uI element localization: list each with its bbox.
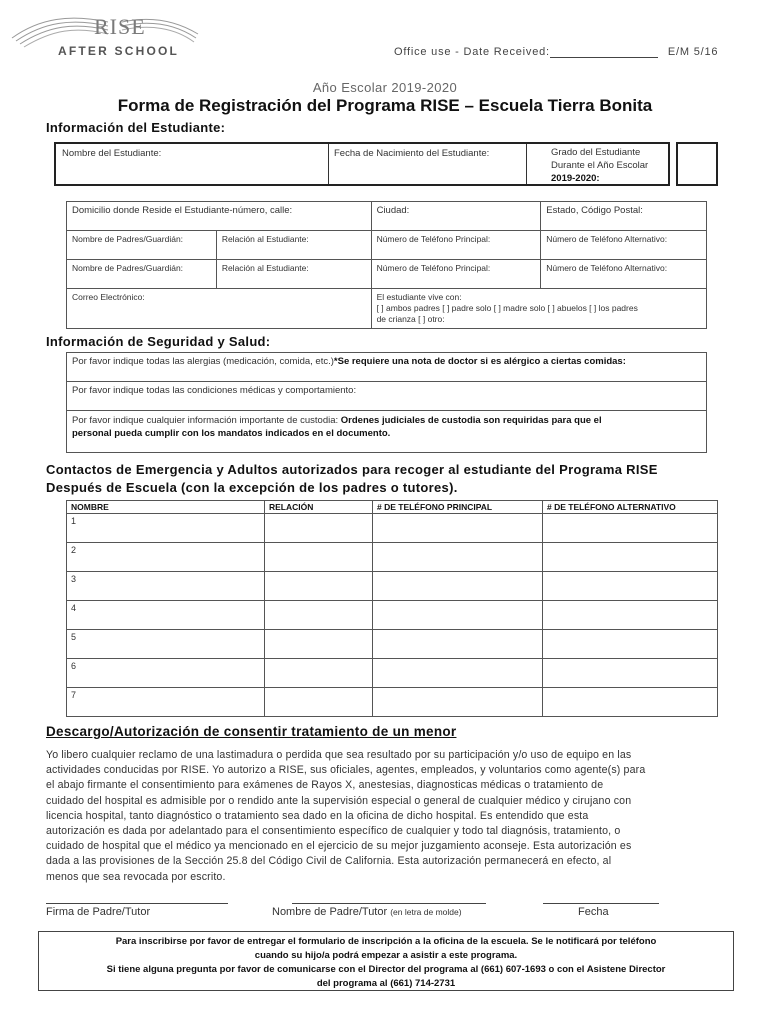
lives-with-options: de crianza [ ] otro: [376,314,445,324]
allergies-label: Por favor indique todas las alergias (medicación, comida, etc.) [72,356,334,367]
row-number[interactable]: 3 [67,572,265,601]
parent-name-text: Nombre de Padre/Tutor [272,906,388,918]
parent-name-note: (en letra de molde) [390,907,462,917]
custody-cell[interactable] [67,411,707,453]
waiver-line: cuidado del hospital es admisible por o rendido ante la supervisión especial o general de cualquier médico y cirujano con [46,794,632,807]
student-name-label: Nombre del Estudiante: [62,148,162,159]
table-row [67,543,718,572]
footer-line: Si tiene alguna pregunta por favor de comunicarse con el Director del programa al (661) 607-1693 o con el Asistene Director [106,964,666,975]
table-row [67,659,718,688]
grade-label-line: Durante el Año Escolar [551,160,649,171]
main-phone-input[interactable] [373,630,543,659]
parent-name-cell[interactable]: Nombre de Padres/Guardián: [67,260,217,289]
row-number[interactable]: 1 [67,514,265,543]
logo-rise-text: RISE [94,14,146,39]
waiver-line: autorización es dada por adelantado para el consentimiento específico de cualquier y todo tal diagnósis, tratamiento, o [46,825,621,838]
main-phone-input[interactable] [373,601,543,630]
logo-after-school-text: AFTER SCHOOL [58,44,180,58]
alt-phone-input[interactable] [543,688,718,717]
conditions-cell[interactable]: Por favor indique todas las condiciones médicas y comportamiento: [67,382,707,411]
lives-with-options: [ ] ambos padres [ ] padre solo [ ] madre solo [ ] abuelos [ ] los padres [376,303,638,313]
waiver-line: cuidado de hospital que el médico ya mencionado en el ejercicio de su mejor juzgamiento aconseje. Esta autorización es [46,840,632,853]
main-phone-cell[interactable]: Número de Teléfono Principal: [371,231,541,260]
school-year: Año Escolar 2019-2020 [312,80,458,95]
relation-input[interactable] [265,572,373,601]
col-header-name: NOMBRE [67,501,265,514]
grade-label-year: 2019-2020: [551,173,600,184]
divider [526,144,527,184]
health-section-title: Información de Seguridad y Salud: [46,334,271,349]
main-phone-input[interactable] [373,514,543,543]
alt-phone-cell[interactable]: Número de Teléfono Alternativo: [541,260,707,289]
waiver-line: Yo libero cualquier reclamo de una lastimadura o perdida que sea resultado por su participación y/o uso de equipo en las [46,749,632,761]
student-section-title: Información del Estudiante: [46,120,226,135]
main-phone-cell[interactable]: Número de Teléfono Principal: [371,260,541,289]
footer-line: Para inscribirse por favor de entregar el formulario de inscripción a la oficina de la escuela. Se le notificará por teléfono [115,936,657,947]
main-phone-input[interactable] [373,688,543,717]
table-row [67,601,718,630]
emergency-title-line: Después de Escuela (con la excepción de los padres o tutores). [46,480,458,495]
waiver-paragraph [46,748,724,885]
row-number[interactable]: 6 [67,659,265,688]
allergies-note: *Se requiere una nota de doctor si es alérgico a ciertas comidas: [333,356,626,367]
state-zip-cell[interactable]: Estado, Código Postal: [541,202,707,231]
table-row [67,514,718,543]
waiver-line: el abajo firmante el consentimiento para exámenes de Rayos X, anestesias, diagnosticas médicas o tratamiento de [46,779,604,792]
footer-line: cuando su hijo/a podrá empezar a asistir a este programa. [254,950,518,961]
footer-line: del programa al (661) 714-2731 [316,978,456,989]
waiver-line: actividades conducidas por RISE. Yo autorizo a RISE, sus oficiales, agentes, empleados, y voluntarios como agente(s) para [46,764,646,777]
grade-label-line: Grado del Estudiante [551,147,641,158]
date-line[interactable] [543,903,659,904]
row-number[interactable]: 7 [67,688,265,717]
relation-input[interactable] [265,543,373,572]
health-table [66,352,707,453]
relation-input[interactable] [265,659,373,688]
parent-signature-label: Firma de Padre/Tutor [46,906,151,918]
address-cell[interactable]: Domicilio donde Reside el Estudiante-número, calle: [67,202,372,231]
alt-phone-input[interactable] [543,659,718,688]
waiver-line: menos que sea revocada por escrito. [46,870,226,883]
waiver-section-title: Descargo/Autorización de consentir tratamiento de un menor [46,724,457,739]
emergency-table [66,500,718,717]
emergency-title-line: Contactos de Emergencia y Adultos autorizados para recoger al estudiante del Programa RISE [46,462,658,477]
date-received-blank[interactable] [550,48,658,58]
email-cell[interactable]: Correo Electrónico: [67,289,372,329]
grade-input-box[interactable] [676,142,718,186]
alt-phone-input[interactable] [543,572,718,601]
relation-input[interactable] [265,688,373,717]
row-number[interactable]: 4 [67,601,265,630]
relation-cell[interactable]: Relación al Estudiante: [216,260,371,289]
address-table [66,201,707,329]
table-row [67,572,718,601]
custody-note: personal pueda cumplir con los mandatos indicados en el documento. [72,428,391,439]
alt-phone-input[interactable] [543,543,718,572]
parent-signature-line[interactable] [46,903,228,904]
table-row [67,688,718,717]
divider [328,144,329,184]
custody-note: Ordenes judiciales de custodia son requiridas para que el [340,415,602,426]
row-number[interactable]: 5 [67,630,265,659]
alt-phone-input[interactable] [543,630,718,659]
row-number[interactable]: 2 [67,543,265,572]
col-header-relation: RELACIÓN [265,501,373,514]
main-phone-input[interactable] [373,572,543,601]
office-use-line [394,46,718,58]
relation-input[interactable] [265,514,373,543]
lives-with-label: El estudiante vive con: [376,292,462,302]
waiver-line: licencia hospital, tanto diagnóstico o tratamiento sea dado en la oficina de dicho hospital. Es entendido que esta [46,809,589,822]
relation-input[interactable] [265,630,373,659]
main-phone-input[interactable] [373,543,543,572]
alt-phone-input[interactable] [543,601,718,630]
office-use-label: Office use - Date Received: [394,46,550,58]
form-code: E/M 5/16 [667,46,719,58]
allergies-cell[interactable] [67,353,707,382]
custody-label: Por favor indique cualquier información importante de custodia: [72,415,341,426]
parent-name-label [272,906,462,918]
emergency-section-title [46,461,658,497]
main-phone-input[interactable] [373,659,543,688]
footer-notice [38,931,734,991]
lives-with-cell[interactable] [371,289,706,329]
parent-name-line[interactable] [292,903,486,904]
student-dob-label: Fecha de Nacimiento del Estudiante: [334,148,490,159]
grade-label [551,146,648,185]
form-title: Forma de Registración del Programa RISE – Escuela Tierra Bonita [117,96,653,115]
rise-logo [10,8,190,66]
alt-phone-cell[interactable]: Número de Teléfono Alternativo: [541,231,707,260]
parent-name-cell[interactable]: Nombre de Padres/Guardián: [67,231,217,260]
relation-cell[interactable]: Relación al Estudiante: [216,231,371,260]
waiver-line: dada a las provisiones de la Sección 25.8 del Código Civil de California. Esta autorización permanecerá en efecto, al [46,855,612,868]
relation-input[interactable] [265,601,373,630]
col-header-main-phone: # DE TELÉFONO PRINCIPAL [373,501,543,514]
date-label: Fecha [578,906,609,918]
city-cell[interactable]: Ciudad: [371,202,541,231]
alt-phone-input[interactable] [543,514,718,543]
col-header-alt-phone: # DE TELÉFONO ALTERNATIVO [543,501,718,514]
table-row [67,630,718,659]
